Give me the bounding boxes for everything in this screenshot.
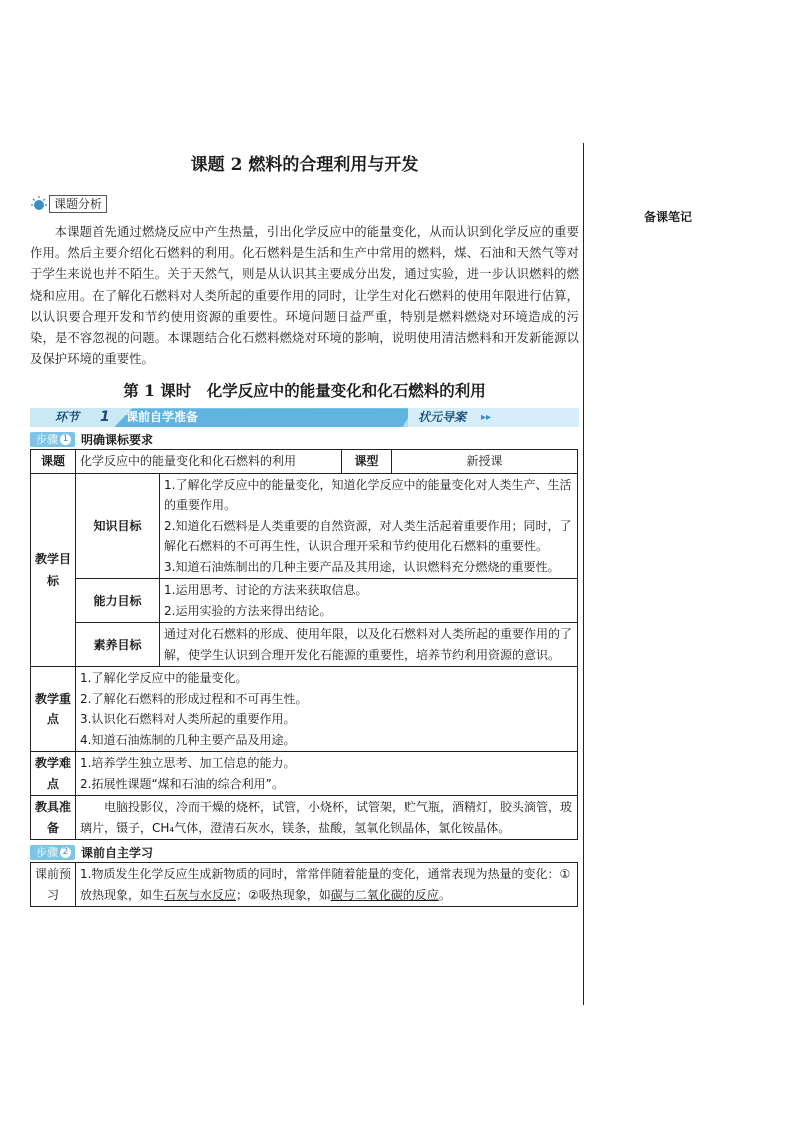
double-arrow-icon: ▸▸ [481, 412, 492, 424]
list-item: 2.拓展性课题“煤和石油的综合利用”。 [80, 776, 284, 791]
key-cell [76, 667, 578, 752]
difficulty-label: 教学难点 [31, 752, 76, 796]
preview-table [30, 862, 578, 907]
keti-header: 课题 [31, 450, 76, 474]
step-2-label: 课前自主学习 [81, 845, 154, 860]
type-value: 新授课 [392, 450, 578, 474]
banner-section: 课前自学准备 [126, 410, 199, 425]
lesson-title: 第 1 课时 化学反应中的能量变化和化石燃料的利用 [123, 381, 486, 401]
step-1-label: 明确课标要求 [81, 432, 154, 447]
goals-label: 教学目标 [31, 473, 76, 667]
list-item: 1.了解化学反应中的能量变化。 [80, 671, 248, 686]
type-header: 课型 [342, 450, 392, 474]
tools-cell: 电脑投影仪，冷而干燥的烧杯，试管，小烧杯，试管架，贮气瓶，酒精灯，胶头滴管，玻璃片，镊子，CH₄气体，澄清石灰水，镁条，盐酸，氢氧化钡晶体，氯化铵晶体。 [76, 796, 578, 840]
list-item: 1.了解化学反应中的能量变化，知道化学反应中的能量变化对人类生产、生活的重要作用。 [164, 477, 572, 513]
table-row [31, 752, 578, 796]
main-content [30, 150, 579, 907]
tools-label: 教具准备 [31, 796, 76, 840]
list-item: 2.运用实验的方法来得出结论。 [164, 603, 332, 618]
quality-cell: 通过对化石燃料的形成、使用年限，以及化石燃料对人类所起的重要作用的了解，使学生认识到合理开发化石能源的重要性，培养节约利用资源的意识。 [160, 623, 578, 667]
keti-value: 化学反应中的能量变化和化石燃料的利用 [76, 450, 342, 474]
quality-label: 素养目标 [76, 623, 160, 667]
key-label: 教学重点 [31, 667, 76, 752]
page-title: 课题 2 燃料的合理利用与开发 [190, 155, 419, 175]
table-row [31, 623, 578, 667]
ability-label: 能力目标 [76, 579, 160, 623]
table-row [31, 473, 578, 579]
table-row [31, 863, 578, 907]
banner-number: 1 [100, 409, 110, 426]
knowledge-cell [160, 473, 578, 579]
list-item: 1.培养学生独立思考、加工信息的能力。 [80, 756, 296, 771]
preview-text: ；②吸热现象，如 [236, 887, 331, 902]
curriculum-table [30, 449, 578, 840]
list-item: 2.了解化石燃料的形成过程和不可再生性。 [80, 691, 308, 706]
section-banner [30, 408, 579, 427]
answer-blank-1: 石灰与水反应 [164, 887, 237, 902]
table-row [31, 667, 578, 752]
list-item: 1.运用思考、讨论的方法来获取信息。 [164, 583, 368, 598]
preview-text: 。 [438, 887, 451, 902]
table-row [31, 450, 578, 474]
table-row [31, 796, 578, 840]
banner-guide: 状元导案 [418, 410, 467, 425]
step-2-header [30, 844, 579, 860]
answer-blank-2: 碳与二氧化碳的反应 [330, 887, 439, 902]
table-row [31, 579, 578, 623]
analysis-badge [30, 194, 579, 214]
intro-paragraph: 本课题首先通过燃烧反应中产生热量，引出化学反应中的能量变化，从而认识到化学反应的重要作用。然后主要介绍化石燃料的利用。化石燃料是生活和生产中常用的燃料，煤、石油和天然气等对于学生来说也并不陌生。关于天然气，则是从认识其主要成分出发，通过实验，进一步认识燃料的燃烧和应用。在了解化石燃料对人类所起的重要作用的同时，让学生对化石燃料的使用年限进行估算，以认识要合理开发和节约使用资源的重要性。环境问题日益严重，特别是燃料燃烧对环境造成的污染，是不容忽视的问题。本课题结合化石燃料燃烧对环境的影响，说明使用清洁燃料和开发新能源以及保护环境的重要性。 [30, 225, 579, 367]
step-1-pill: 步骤 1 [30, 432, 75, 447]
side-note: 备课笔记 [644, 210, 693, 224]
knowledge-label: 知识目标 [76, 473, 160, 579]
list-item: 3.认识化石燃料对人类所起的重要作用。 [80, 712, 296, 727]
analysis-badge-label: 课题分析 [49, 195, 107, 213]
preview-label: 课前预习 [31, 863, 76, 907]
list-item: 4.知道石油炼制的几种主要产品及用途。 [80, 732, 296, 747]
difficulty-cell [76, 752, 578, 796]
sun-icon [30, 195, 48, 213]
step-2-pill: 步骤 2 [30, 845, 75, 860]
ability-cell [160, 579, 578, 623]
page-divider [583, 143, 584, 1005]
step-1-header [30, 431, 579, 447]
preview-text: 1.物质发生化学反应生成新物质的同时，常常伴随着能量的变化，通常表现为热量的变化：①放热现象，如生 [80, 867, 571, 902]
preview-cell [76, 863, 578, 907]
list-item: 3.知道石油炼制出的几种主要产品及其用途，认识燃料充分燃烧的重要性。 [164, 559, 560, 574]
list-item: 2.知道化石燃料是人类重要的自然资源，对人类生活起着重要作用；同时，了解化石燃料的不可再生性，认识合理开采和节约使用化石燃料的重要性。 [164, 518, 572, 554]
banner-huanjie: 环节 [55, 410, 80, 425]
